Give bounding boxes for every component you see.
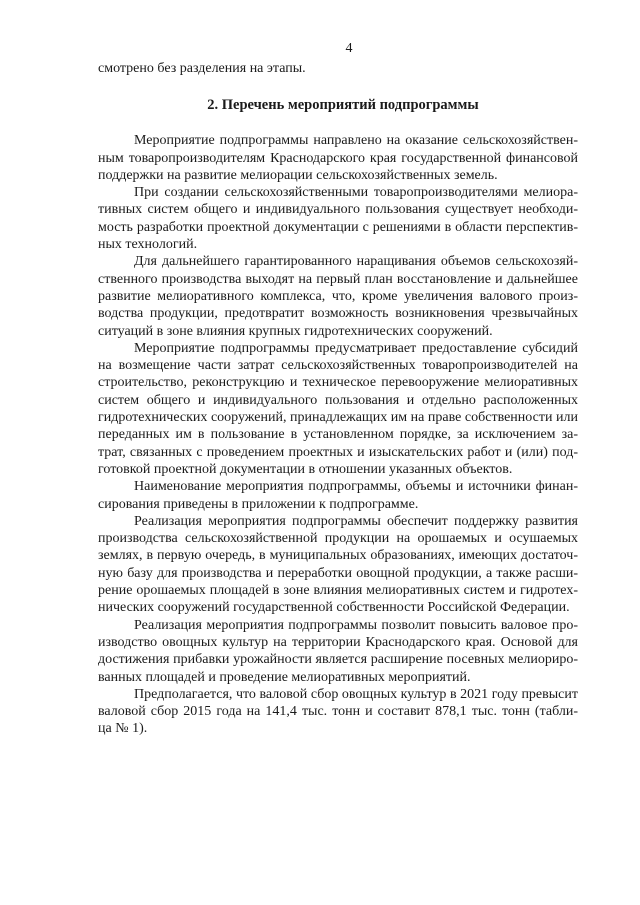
text-line: на возмещение части затрат сельскохозяйственных товаропроизводителей на <box>98 358 578 374</box>
text-line: Предполагается, что валовой сбор овощных культур в 2021 году превысит <box>134 686 578 702</box>
page-number: 4 <box>345 41 353 56</box>
text-line: ственного производства выходят на первый план восстановление и дальнейшее <box>98 271 578 287</box>
paragraph-subsidies <box>98 340 578 478</box>
continuation-paragraph <box>98 60 578 77</box>
text-line: производства сельскохозяйственной продукции на орошаемых и осушаемых <box>98 531 578 547</box>
text-line: ситуаций в зоне влияния крупных гидротехнических сооружений. <box>98 323 493 339</box>
paragraph-design-docs <box>98 184 578 253</box>
text-line: поддержки на развитие мелиорации сельскохозяйственных земель. <box>98 167 498 183</box>
text-line: землях, в первую очередь, в муниципальных образованиях, имеющих достаточ- <box>98 548 578 564</box>
text-line: гидротехнических сооружений, принадлежащих им на праве собственности или <box>98 410 578 426</box>
text-line: Мероприятие подпрограммы предусматривает предоставление субсидий <box>134 340 578 356</box>
paragraph-forecast <box>98 686 578 738</box>
paragraph-growth <box>98 253 578 339</box>
section-heading: 2. Перечень мероприятий подпрограммы <box>207 97 479 114</box>
text-line: изводство овощных культур на территории Краснодарского края. Основой для <box>98 634 578 650</box>
text-line: нических сооружений государственной собственности Российской Федерации. <box>98 600 570 616</box>
text-line: ванных площадей и проведение мелиоративных мероприятий. <box>98 669 471 685</box>
text-line: трат, связанных с проведением проектных и изыскательских работ и (или) под- <box>98 444 578 460</box>
text-line: систем общего и индивидуального пользования и отдельно расположенных <box>98 392 578 408</box>
text-line: Для дальнейшего гарантированного наращивания объемов сельскохозяй- <box>134 254 578 270</box>
text-line: смотрено без разделения на этапы. <box>98 61 306 76</box>
paragraph-purpose <box>98 132 578 184</box>
text-line: ных технологий. <box>98 237 198 253</box>
text-line: сирования приведены в приложении к подпрограмме. <box>98 496 419 512</box>
text-line: Наименование мероприятия подпрограммы, объемы и источники финан- <box>134 479 578 495</box>
text-line: Реализация мероприятия подпрограммы позволит повысить валовое про- <box>134 617 578 633</box>
text-line: рение орошаемых площадей в зоне влияния мелиоративных систем и гидротех- <box>98 583 578 599</box>
text-line: мость разработки проектной документации с решениями в области перспектив- <box>98 219 578 235</box>
text-line: водства продукции, предотвратит возможность возникновения чрезвычайных <box>98 306 578 322</box>
text-line: ную базу для производства и переработки овощной продукции, а также расши- <box>98 565 578 581</box>
text-line: развитие мелиоративного комплекса, что, кроме увеличения валового произ- <box>98 288 578 304</box>
paragraph-funding <box>98 478 578 513</box>
text-line: валовой сбор 2015 года на 141,4 тыс. тонн и составит 878,1 тыс. тонн (табли- <box>98 704 578 720</box>
text-line: Мероприятие подпрограммы направлено на оказание сельскохозяйствен- <box>134 133 578 149</box>
text-line: строительство, реконструкцию и техническое перевооружение мелиоративных <box>98 375 578 391</box>
paragraph-vegetables <box>98 617 578 686</box>
paragraph-implementation <box>98 513 578 617</box>
document-body <box>98 60 578 738</box>
text-line: тивных систем общего и индивидуального пользования существует необходи- <box>98 202 578 218</box>
text-line: При создании сельскохозяйственными товаропроизводителями мелиора- <box>134 185 578 201</box>
text-line: переданных им в пользование в установленном порядке, за исключением за- <box>98 427 578 443</box>
text-line: готовкой проектной документации в отношении указанных объектов. <box>98 461 513 477</box>
text-line: ным товаропроизводителям Краснодарского края государственной финансовой <box>98 150 578 166</box>
text-line: достижения прибавки урожайности является расширение посевных мелиориро- <box>98 652 578 668</box>
text-line: Реализация мероприятия подпрограммы обеспечит поддержку развития <box>134 513 578 529</box>
text-line: ца № 1). <box>98 721 148 737</box>
